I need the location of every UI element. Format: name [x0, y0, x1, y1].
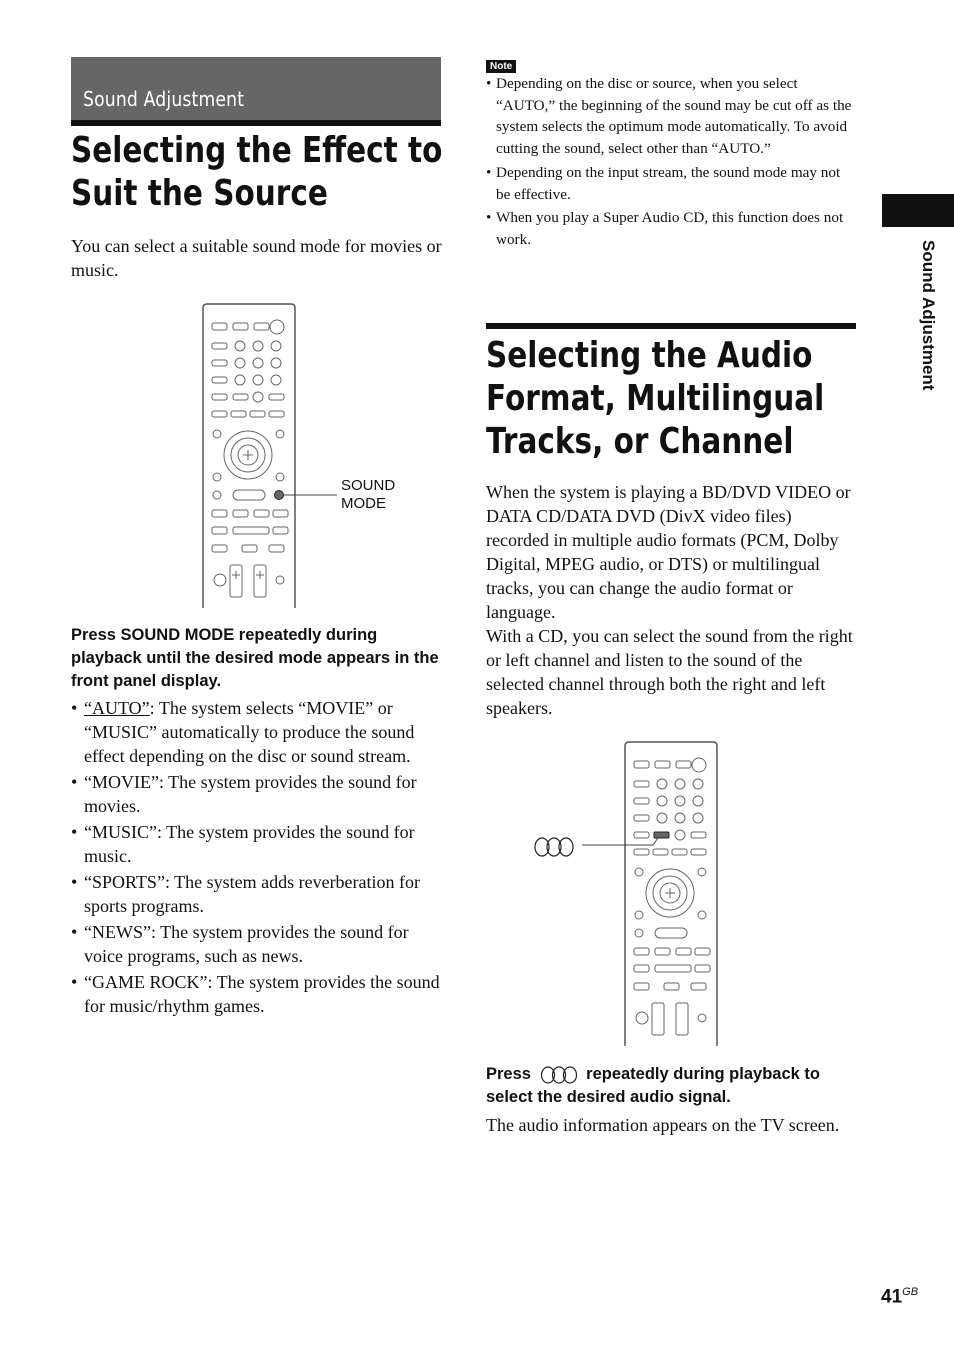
list-item: [71, 870, 443, 918]
mode-desc: : The system provides the sound for music.: [84, 822, 415, 866]
note-item: • When you play a Super Audio CD, this function does not work.: [486, 207, 856, 250]
left-heading-line-1: Selecting the Effect to: [71, 130, 443, 171]
right-heading-line-1: Selecting the Audio: [486, 335, 813, 376]
mode-name: “NEWS”: [84, 922, 151, 942]
audio-format-para-1: When the system is playing a BD/DVD VIDEO or DATA CD/DATA DVD (DivX video files) recorded in multiple audio formats (PCM, Dolby Digital, MPEG audio, or DTS) or multilingual tracks, you can change the audio format or language.: [486, 482, 851, 622]
side-tab-label: Sound Adjustment: [919, 240, 938, 391]
remote-illustration-sound-mode: [195, 300, 435, 610]
note-item: • Depending on the input stream, the sound mode may not be effective.: [486, 162, 856, 205]
left-heading-line-2: Suit the Source: [71, 173, 328, 214]
mode-name: “MOVIE”: [84, 772, 159, 792]
section-banner: [71, 57, 441, 126]
audio-icon: [535, 838, 573, 856]
mode-name: “GAME ROCK”: [84, 972, 208, 992]
right-heading: [486, 334, 866, 463]
mode-desc: : The system provides the sound for voice programs, such as news.: [84, 922, 409, 966]
page-number-suffix: GB: [902, 1286, 919, 1298]
sound-mode-instruction: Press SOUND MODE repeatedly during playback until the desired mode appears in the front panel display.: [71, 626, 439, 690]
page-number-value: 41: [881, 1286, 903, 1308]
sound-mode-callout: [341, 477, 395, 513]
list-item: [71, 770, 443, 818]
audio-instruction: [486, 1063, 858, 1109]
side-tab-marker: [882, 194, 954, 227]
audio-icon: [539, 1065, 579, 1085]
sound-mode-callout-line-2: MODE: [341, 495, 386, 512]
left-intro: You can select a suitable sound mode for movies or music.: [71, 236, 442, 280]
left-heading: [71, 129, 451, 215]
sound-mode-callout-line-1: SOUND: [341, 477, 396, 494]
heading-rule: [486, 323, 856, 329]
note-badge: Note: [486, 60, 516, 73]
right-heading-line-3: Tracks, or Channel: [486, 421, 794, 462]
section-banner-label: Sound Adjustment: [83, 87, 245, 111]
note-list: [486, 73, 856, 253]
mode-name: “MUSIC”: [84, 822, 157, 842]
mode-desc: : The system provides the sound for music/rhythm games.: [84, 972, 440, 1016]
list-item: [71, 970, 443, 1018]
audio-instruction-pre: Press: [486, 1065, 531, 1083]
mode-desc: : The system selects “MOVIE” or “MUSIC” automatically to produce the sound effect depending on the disc or sound stream.: [84, 698, 415, 766]
page-number: [881, 1286, 918, 1308]
mode-name: “SPORTS”: [84, 872, 165, 892]
list-item: [71, 696, 443, 768]
note-block: [486, 56, 516, 74]
list-item: [71, 920, 443, 968]
list-item: [71, 820, 443, 868]
audio-result: The audio information appears on the TV screen.: [486, 1115, 840, 1135]
mode-desc: : The system adds reverberation for sports programs.: [84, 872, 421, 916]
remote-illustration-audio: [530, 738, 730, 1048]
mode-desc: : The system provides the sound for movies.: [84, 772, 417, 816]
note-item: • Depending on the disc or source, when you select “AUTO,” the beginning of the sound may be cut off as the system selects the optimum mode automatically. To avoid cutting the sound, select other than “AUTO.”: [486, 73, 856, 160]
mode-name: “AUTO”: [84, 698, 150, 718]
sound-mode-list: [71, 696, 443, 1020]
audio-instruction-post: repeatedly during playback to select the desired audio signal.: [486, 1065, 820, 1106]
audio-format-para-2: With a CD, you can select the sound from the right or left channel and listen to the sound of the selected channel through both the right and left speakers.: [486, 626, 853, 718]
right-heading-line-2: Format, Multilingual: [486, 378, 825, 419]
